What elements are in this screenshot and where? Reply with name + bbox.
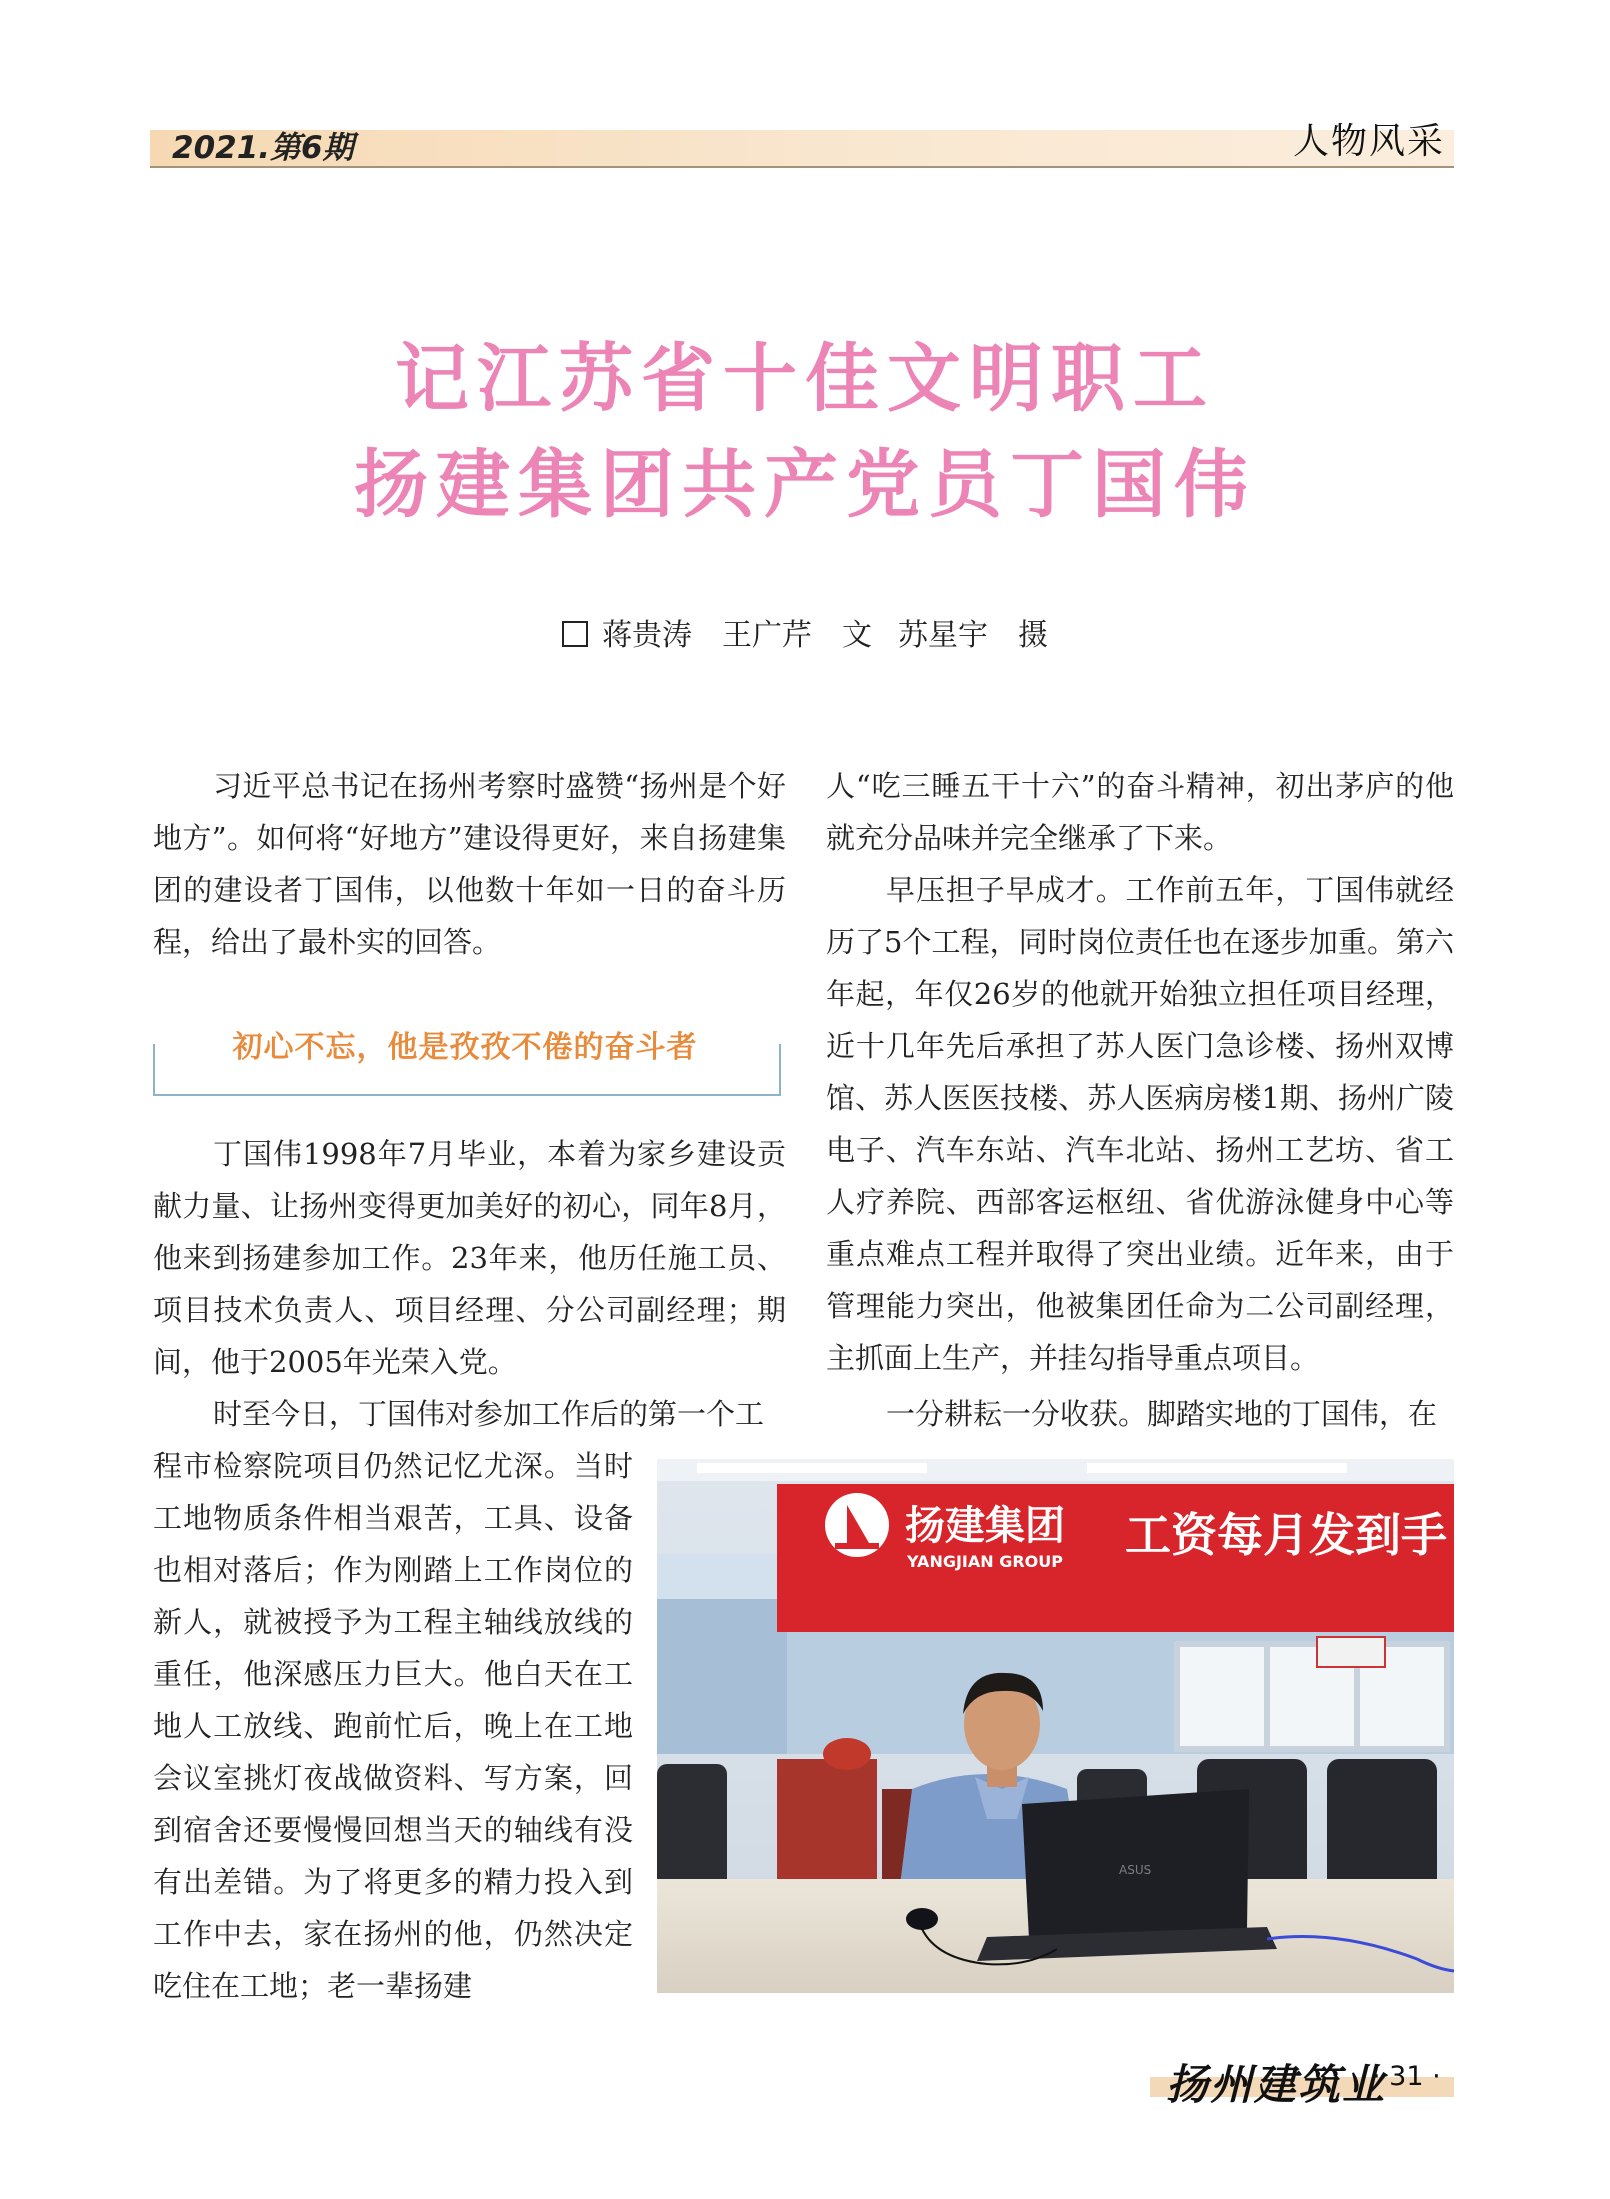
paragraph-responsibility: 早压担子早成才。工作前五年，丁国伟就经历了5个工程，同时岗位责任也在逐步加重。第六年起，年仅26岁的他就开始独立担任项目经理，近十几年先后承担了苏人医门急诊楼、扬州双博馆、苏人医医技楼、苏人医病房楼1期、扬州广陵电子、汽车东站、汽车北站、扬州工艺坊、省工人疗养院、西部客运枢纽、省优游泳健身中心等重点难点工程并取得了突出业绩。近年来，由于管理能力突出，他被集团任命为二公司副经理，主抓面上生产，并挂勾指导重点项目。 [826, 873, 1454, 1375]
paragraph-spirit: 人“吃三睡五干十六”的奋斗精神，初出茅庐的他就充分品味并完全继承了下来。 [826, 769, 1454, 855]
article-title-line2: 扬建集团共产党员丁国伟 [354, 442, 1256, 528]
byline [0, 610, 1610, 654]
paragraph-career: 丁国伟1998年7月毕业，本着为家乡建设贡献力量、让扬州变得更加美好的初心，同年8月，他来到扬建参加工作。23年来，他历任施工员、项目技术负责人、项目经理、分公司副经理；期间，他于2005年光荣入党。 [153, 1137, 786, 1379]
laptop-brand: ASUS [1119, 1863, 1152, 1877]
article-title-line1: 记江苏省十佳文明职工 [395, 336, 1215, 422]
page-number: · 31 · [1372, 2061, 1441, 2092]
banner-brand: 扬建集团 [905, 1503, 1065, 1549]
magazine-logo: 扬州建筑业 [1166, 2060, 1387, 2109]
article-photo [657, 1459, 1556, 1993]
subheading-text: 初心不忘，他是孜孜不倦的奋斗者 [221, 1030, 710, 1065]
paragraph-harvest: 一分耕耘一分收获。脚踏实地的丁国伟，在 [886, 1397, 1438, 1431]
subheading [150, 1022, 780, 1066]
paragraph-first-project-start: 时至今日，丁国伟对参加工作后的第一个工 [213, 1397, 765, 1431]
column-label: 人物风采 [1292, 121, 1445, 162]
byline-box-icon [562, 621, 588, 647]
banner-brand-en: YANGJIAN GROUP [907, 1552, 1063, 1571]
paragraph-intro: 习近平总书记在扬州考察时盛赞“扬州是个好地方”。如何将“好地方”建设得更好，来自扬建集团的建设者丁国伟，以他数十年如一日的奋斗历程，给出了最朴实的回答。 [153, 769, 786, 959]
banner-slogan: 工资每月发到手 回家 [1125, 1508, 1556, 1562]
byline-authors: 蒋贵涛 王广芹 文 [602, 618, 872, 653]
paragraph-first-project: 程市检察院项目仍然记忆尤深。当时工地物质条件相当艰苦，工具、设备也相对落后；作为刚踏上工作岗位的新人，就被授予为工程主轴线放线的重任，他深感压力巨大。他白天在工地人工放线、跑前忙后，晚上在工地会议室挑灯夜战做资料、写方案，回到宿舍还要慢慢回想当天的轴线有没有出差错。为了将更多的精力投入到工作中去，家在扬州的他，仍然决定吃住在工地；老一辈扬建 [153, 1449, 633, 2003]
byline-photographer: 苏星宇 摄 [898, 618, 1048, 653]
issue-label: 2021.第6期 [172, 130, 354, 166]
